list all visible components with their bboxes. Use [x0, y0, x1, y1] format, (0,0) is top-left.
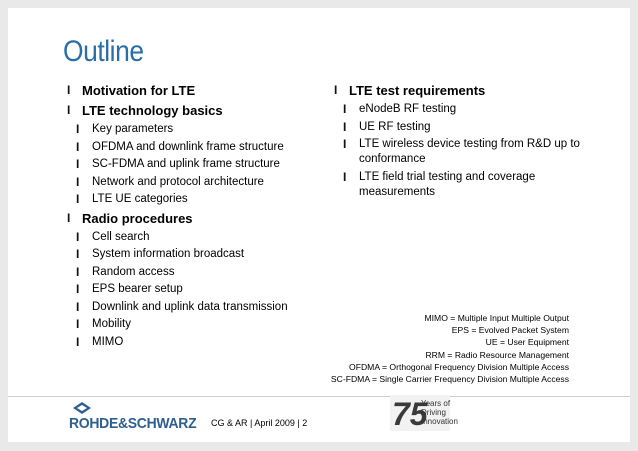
outline-subitem: I UE RF testing [343, 119, 431, 134]
bullet-marker-icon: I [76, 229, 80, 244]
left-outline-column [64, 82, 324, 352]
outline-subitem: I LTE wireless device testing from R&D up to conformance [343, 137, 580, 165]
anniversary-number: 75 [392, 396, 428, 432]
slide-title: Outline [63, 35, 144, 68]
outline-subitem: I Random access [76, 264, 175, 279]
bullet-marker-icon: I [76, 174, 80, 189]
abbreviation-line: SC-FDMA = Single Carrier Frequency Division Multiple Access [330, 374, 569, 385]
anniversary-line: Driving [421, 408, 446, 417]
outline-subitem: I SC-FDMA and uplink frame structure [76, 157, 280, 171]
bullet-marker-icon: I [76, 299, 80, 314]
slide [8, 8, 630, 442]
outline-subitem: I MIMO [76, 334, 124, 349]
bullet-marker-icon: I [76, 282, 80, 296]
outline-subitem: I Cell search [76, 229, 150, 244]
footer-divider [8, 396, 630, 397]
bullet-marker-icon: I [343, 137, 347, 151]
bullet-marker-icon: I [76, 264, 80, 279]
bullet-marker-icon: I [76, 139, 80, 154]
outline-item: I LTE test requirements [334, 83, 486, 98]
diamond-logo-icon [71, 401, 93, 415]
brand-name: ROHDE&SCHWARZ [69, 415, 197, 432]
outline-subitem: I Network and protocol architecture [76, 174, 264, 189]
bullet-marker-icon: I [76, 317, 80, 331]
outline-subitem: I EPS bearer setup [76, 282, 183, 296]
abbreviation-line: RRM = Radio Resource Management [425, 349, 569, 360]
outline-subitem: I Mobility [76, 317, 131, 331]
abbreviation-line: OFDMA = Orthogonal Frequency Division Multiple Access [349, 361, 569, 372]
outline-subitem: I LTE field trial testing and coverage measurements [343, 169, 536, 198]
outline-item: I Motivation for LTE [67, 83, 196, 98]
bullet-marker-icon: I [343, 102, 347, 116]
rohde-schwarz-logo [69, 401, 219, 431]
abbreviation-line: EPS = Evolved Packet System [451, 325, 569, 336]
outline-item: I LTE technology basics [67, 103, 223, 118]
bullet-marker-icon: I [67, 83, 71, 97]
footer-info: CG & AR | April 2009 | 2 [211, 418, 308, 428]
bullet-marker-icon: I [343, 169, 347, 184]
outline-subitem: I Downlink and uplink data transmission [76, 299, 288, 314]
bullet-marker-icon: I [76, 247, 80, 261]
bullet-marker-icon: I [67, 103, 71, 117]
bullet-marker-icon: I [343, 119, 347, 134]
outline-subitem: I System information broadcast [76, 247, 245, 261]
abbreviation-line: UE = User Equipment [485, 337, 569, 348]
abbreviation-line: MIMO = Multiple Input Multiple Output [424, 313, 569, 323]
bullet-marker-icon: I [76, 334, 80, 349]
bullet-marker-icon: I [76, 122, 80, 136]
outline-subitem: I OFDMA and downlink frame structure [76, 139, 284, 154]
right-outline-column [331, 82, 611, 202]
outline-subitem: I Key parameters [76, 122, 174, 136]
outline-subitem: I eNodeB RF testing [343, 102, 457, 116]
bullet-marker-icon: I [334, 83, 338, 97]
bullet-marker-icon: I [76, 157, 80, 171]
anniversary-line: Innovation [421, 417, 458, 426]
bullet-marker-icon: I [67, 210, 71, 225]
bullet-marker-icon: I [76, 192, 80, 206]
anniversary-caption [421, 399, 458, 426]
abbreviation-legend [331, 312, 569, 385]
outline-item: I Radio procedures [67, 210, 193, 226]
outline-subitem: I LTE UE categories [76, 192, 188, 206]
anniversary-line: Years of [421, 399, 451, 408]
